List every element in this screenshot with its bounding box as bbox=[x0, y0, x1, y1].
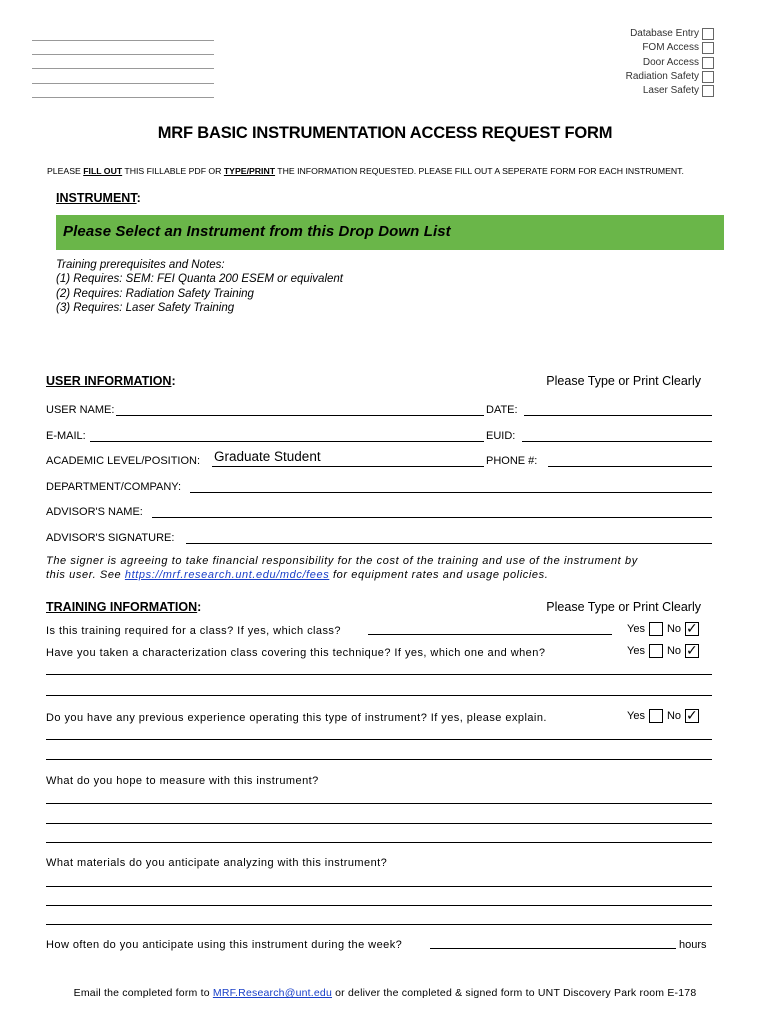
office-item-fom-access: FOM Access bbox=[626, 41, 714, 55]
office-line-5 bbox=[32, 97, 214, 98]
email-link[interactable]: MRF.Research@unt.edu bbox=[212, 987, 333, 999]
experience-no-checkbox[interactable] bbox=[685, 709, 699, 723]
instrument-dropdown[interactable] bbox=[56, 215, 724, 250]
experience-yes-checkbox[interactable] bbox=[649, 709, 663, 723]
prerequisites-notes: Training prerequisites and Notes: (1) Requires: SEM: FEI Quanta 200 ESEM or equivalent (2) Requires: Radiation Safety Training (3) Requires: Laser Safety Training bbox=[56, 259, 343, 314]
class-field[interactable] bbox=[368, 634, 612, 635]
question-class-required: Is this training required for a class? If yes, which class? bbox=[46, 625, 341, 637]
measure-answer-line-1[interactable] bbox=[46, 803, 712, 804]
experience-answer-line-1[interactable] bbox=[46, 739, 712, 740]
form-title: MRF BASIC INSTRUMENTATION ACCESS REQUEST FORM bbox=[157, 124, 613, 142]
office-line-3 bbox=[32, 68, 214, 69]
question-measure: What do you hope to measure with this instrument? bbox=[46, 775, 319, 787]
question-usage-frequency: How often do you anticipate using this instrument during the week? bbox=[46, 939, 403, 951]
user-name-field[interactable] bbox=[116, 415, 484, 416]
materials-answer-line-1[interactable] bbox=[46, 886, 712, 887]
department-label: DEPARTMENT/COMPANY: bbox=[46, 481, 182, 493]
office-item-laser-safety: Laser Safety bbox=[626, 84, 714, 98]
previous-experience-yes-no: Yes No ✓ bbox=[627, 709, 703, 723]
euid-field[interactable] bbox=[522, 441, 712, 442]
class-required-yes-checkbox[interactable] bbox=[649, 622, 663, 636]
department-field[interactable] bbox=[190, 492, 712, 493]
email-field[interactable] bbox=[90, 441, 484, 442]
euid-label: EUID: bbox=[486, 430, 516, 442]
advisor-signature-label: ADVISOR'S SIGNATURE: bbox=[46, 532, 175, 544]
advisor-name-field[interactable] bbox=[152, 517, 712, 518]
user-information-heading: USER INFORMATION: bbox=[46, 374, 176, 388]
academic-level-label: ACADEMIC LEVEL/POSITION: bbox=[46, 455, 201, 467]
characterization-answer-line-2[interactable] bbox=[46, 695, 712, 696]
characterization-answer-line-1[interactable] bbox=[46, 674, 712, 675]
user-info-print-note: Please Type or Print Clearly bbox=[546, 374, 701, 388]
characterization-class-yes-no: Yes No ✓ bbox=[627, 644, 703, 658]
fees-link[interactable]: https://mrf.research.unt.edu/mdc/fees bbox=[124, 569, 330, 581]
fom-access-checkbox[interactable] bbox=[702, 42, 714, 54]
instrument-label: INSTRUMENT: bbox=[56, 191, 141, 205]
instructions: PLEASE FILL OUT THIS FILLABLE PDF OR TYPE/PRINT THE INFORMATION REQUESTED. PLEASE FILL OUT A SEPERATE FORM FOR EACH INSTRUMENT. bbox=[47, 166, 684, 176]
class-required-no-checkbox[interactable] bbox=[685, 622, 699, 636]
question-materials: What materials do you anticipate analyzing with this instrument? bbox=[46, 857, 388, 869]
characterization-no-checkbox[interactable] bbox=[685, 644, 699, 658]
office-line-4 bbox=[32, 83, 214, 84]
advisor-signature-field[interactable] bbox=[186, 543, 712, 544]
academic-level-value[interactable]: Graduate Student bbox=[214, 449, 321, 464]
signer-statement: The signer is agreeing to take financial responsibility for the cost of the training and use of the instrument by this user. See https://mrf.research.unt.edu/mdc/fees for equipment rates and usage policies. bbox=[46, 555, 638, 581]
characterization-yes-checkbox[interactable] bbox=[649, 644, 663, 658]
instrument-dropdown-text: Please Select an Instrument from this Drop Down List bbox=[63, 223, 451, 240]
footer-note: Email the completed form to MRF.Research@unt.edu or deliver the completed & signed form to UNT Discovery Park room E-178 bbox=[73, 987, 697, 999]
phone-label: PHONE #: bbox=[486, 455, 538, 467]
office-item-database-entry: Database Entry bbox=[626, 27, 714, 41]
class-required-yes-no: Yes No ✓ bbox=[627, 622, 703, 636]
radiation-safety-checkbox[interactable] bbox=[702, 71, 714, 83]
office-use-checklist bbox=[626, 27, 714, 98]
academic-level-field[interactable] bbox=[212, 466, 484, 467]
date-label: DATE: bbox=[486, 404, 518, 416]
experience-answer-line-2[interactable] bbox=[46, 759, 712, 760]
question-previous-experience: Do you have any previous experience operating this type of instrument? If yes, please explain. bbox=[46, 712, 547, 724]
training-print-note: Please Type or Print Clearly bbox=[546, 600, 701, 614]
materials-answer-line-2[interactable] bbox=[46, 905, 712, 906]
office-item-radiation-safety: Radiation Safety bbox=[626, 70, 714, 84]
hours-label: hours bbox=[679, 939, 707, 951]
user-name-label: USER NAME: bbox=[46, 404, 115, 416]
database-entry-checkbox[interactable] bbox=[702, 28, 714, 40]
office-item-door-access: Door Access bbox=[626, 56, 714, 70]
door-access-checkbox[interactable] bbox=[702, 57, 714, 69]
measure-answer-line-2[interactable] bbox=[46, 823, 712, 824]
question-characterization-class: Have you taken a characterization class covering this technique? If yes, which one and when? bbox=[46, 647, 546, 659]
materials-answer-line-3[interactable] bbox=[46, 924, 712, 925]
date-field[interactable] bbox=[524, 415, 712, 416]
office-line-2 bbox=[32, 54, 214, 55]
laser-safety-checkbox[interactable] bbox=[702, 85, 714, 97]
office-line-1 bbox=[32, 40, 214, 41]
training-information-heading: TRAINING INFORMATION: bbox=[46, 600, 202, 614]
measure-answer-line-3[interactable] bbox=[46, 842, 712, 843]
advisor-name-label: ADVISOR'S NAME: bbox=[46, 506, 143, 518]
phone-field[interactable] bbox=[548, 466, 712, 467]
email-label: E-MAIL: bbox=[46, 430, 86, 442]
usage-frequency-field[interactable] bbox=[430, 948, 676, 949]
